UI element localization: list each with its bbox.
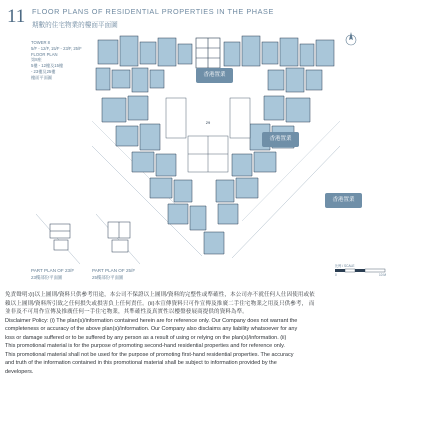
disclaimer-en-line-7: developers. [5,368,34,375]
disclaimer-zh-line-2: 賴以上圖則/資料所引致之任何損失或損害負上任何責任。(ii)本宣傳資料只可作宣傳及推廣二手住宅物業之用及只供參考， 而 [5,300,315,307]
tower-floors: 5/F - 12/F, 15/F - 23/F, 25/F [31,45,82,51]
part-plan-23f-drawing [36,214,80,264]
disclaimer-en-line-5: This promotional material shall not be used for the purpose of promoting first-hand residential properties. The accuracy [5,351,294,358]
north-arrow-icon [344,30,358,48]
logo-badge-1: 香港置業 [196,68,233,83]
disclaimer-en-line-1: Disclaimer Policy: (i) The plan(s)/information contained herein are for reference only. Our Company does not warrant the [5,317,298,324]
tower-floors-zh-2: - 23樓及25樓 [31,68,56,74]
plan-core [196,38,220,68]
page-title-en: FLOOR PLANS OF RESIDENTIAL PROPERTIES IN THE PHASE [32,7,274,16]
tower-name: TOWER 8 [31,40,51,45]
tower-info [31,40,82,81]
plan-units-top-right [224,36,334,92]
disclaimer-en-line-2: completeness or accuracy of the above plan(s)/information. Our Company also disclaims any liability whatsoever for any [5,326,298,333]
part-plan-25f-label: PART PLAN OF 25/F [92,268,136,273]
scale-right-label: 10 M [379,273,387,277]
tower-floors-zh: 5樓 - 12樓及15樓 [31,63,64,69]
logo-badge-3: 香港置業 [325,193,362,208]
part-plan-23f-label-zh: 23樓部份平面圖 [31,275,63,280]
scale-left-label: 0 [335,273,337,277]
scale-bar [335,263,389,277]
plan-units-right-wing [204,96,310,254]
disclaimer-en-line-6: and truth of the information contained in this promotional material shall be subject to information provided by the [5,360,277,367]
plan-units-top-left [96,36,192,92]
plan-label: FLOOR PLAN [31,51,58,57]
plan-center-label: 29 [205,120,211,125]
disclaimer-en-line-3: loss or damage suffered or to be suffered by any person as a result of using or relying on the plan(s)/information. (ii) [5,334,287,341]
disclaimer [5,291,417,376]
scale-caption: 比例 / SCALE [335,264,355,268]
disclaimer-en-line-4: This promotional material is for the purpose of promoting second-hand residential properties and for reference only. [5,343,285,350]
plan-label-zh: 樓面平面圖 [31,74,52,80]
tower-name-zh: 第8座 [31,57,42,63]
section-number: 11 [7,6,26,27]
part-plan-25f-drawing [96,214,140,264]
disclaimer-zh-line-1: 免責聲明:(i)以上圖則/資料只供參考用途，本公司不保證以上圖則/資料的完整性或準確性，本公司亦不就任何人仕因使用或依 [5,292,315,298]
page-title-zh: 期數的住宅物業的樓面平面圖 [32,22,118,29]
disclaimer-zh-line-3: 並非及不可用作宣傳及推廣任何一手住宅物業，其準確性及真實性以樓盤發展商提供的資料為準。 [5,309,248,316]
logo-badge-2: 香港置業 [262,132,299,147]
part-plan-23f-label: PART PLAN OF 23/F [31,268,75,273]
part-plan-25f-label-zh: 25樓部份平面圖 [92,275,124,280]
